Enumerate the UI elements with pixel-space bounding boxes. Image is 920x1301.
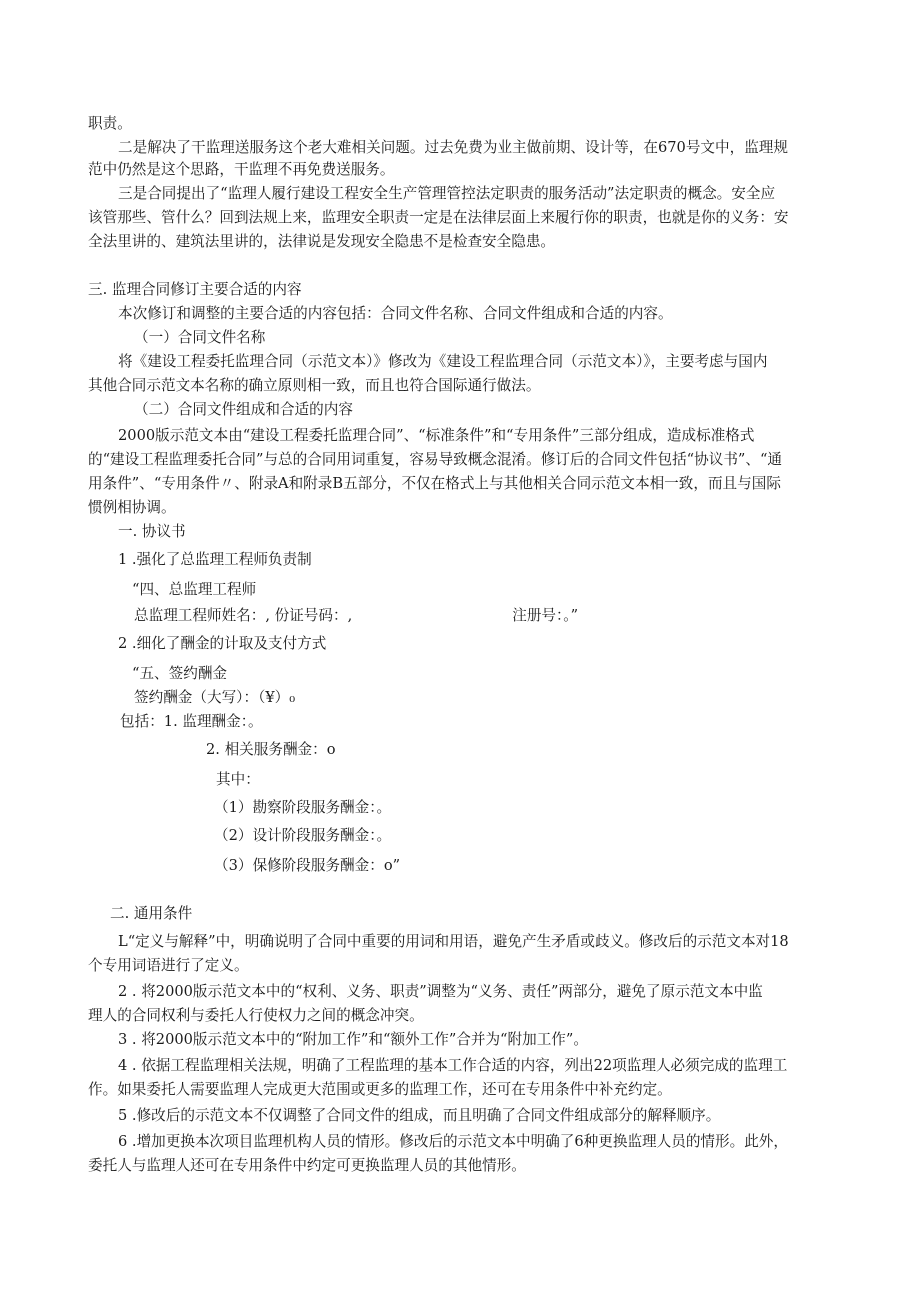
paragraph-line: 委托人与监理人还可在专用条件中约定可更换监理人员的其他情形。 [88,1157,526,1174]
subsection-heading: （二）合同文件组成和合适的内容 [134,401,353,418]
paragraph-line: 三是合同提出了“监理人履行建设工程安全生产管理管控法定职责的服务活动”法定职责的概念。安全应 [118,185,776,202]
quote-line: “五、签约酬金 [132,665,228,682]
quote-line: “四、总监理工程师 [132,581,257,598]
paragraph-line: 全法里讲的、建筑法里讲的，法律说是发现安全隐患不是检查安全隐患。 [88,233,556,250]
paragraph-line: 理人的合同权利与委托人行使权力之间的概念冲突。 [88,1007,424,1024]
quote-line: 签约酬金（大写）：（¥）₀ [134,689,296,706]
list-heading: 一. 协议书 [118,523,186,540]
paragraph-line: 用条件”、“专用条件〃、附录A和附录B五部分，不仅在格式上与其他相关合同示范文本相一致，而且与国际 [88,475,781,492]
quote-line: （2）设计阶段服务酬金：。 [214,827,392,844]
paragraph-line: 2 . 将2000版示范文本中的“权利、义务、职责”调整为“义务、责任”两部分，避免了原示范文本中监 [118,983,763,1000]
paragraph-line: 惯例相协调。 [88,499,176,516]
quote-line: 2. 相关服务酬金：o [206,741,336,758]
quote-line: （3）保修阶段服务酬金：o” [214,857,401,874]
section-heading: 三. 监理合同修订主要合适的内容 [88,281,302,298]
paragraph-line: 4 . 依据工程监理相关法规，明确了工程监理的基本工作合适的内容，列出22项监理人必须完成的监理工 [118,1057,788,1074]
paragraph-line: 作。如果委托人需要监理人完成更大范围或更多的监理工作，还可在专用条件中补充约定。 [88,1081,672,1098]
paragraph-line: 二是解决了干监理送服务这个老大难相关问题。过去免费为业主做前期、设计等，在670号文中，监理规 [118,139,788,156]
paragraph-line: 3 . 将2000版示范文本中的“附加工作”和“额外工作”合并为“附加工作”。 [118,1031,588,1048]
paragraph-line: 5 .修改后的示范文本不仅调整了合同文件的组成，而且明确了合同文件组成部分的解释顺序。 [118,1107,721,1124]
paragraph-line: 范中仍然是这个思路，干监理不再免费送服务。 [88,161,395,178]
list-heading: 二. 通用条件 [110,905,193,922]
paragraph-line: 职责。 [88,115,132,132]
paragraph-line: 将《建设工程委托监理合同（示范文本）》修改为《建设工程监理合同（示范文本）》，主要考虑与国内 [118,353,768,370]
paragraph-line: 个专用词语进行了定义。 [88,957,249,974]
subsection-heading: （一）合同文件名称 [134,329,266,346]
list-item: 1 .强化了总监理工程师负责制 [118,551,312,568]
quote-right: 注册号：。” [512,607,579,624]
paragraph-line: 2000版示范文本由“建设工程委托监理合同”、“标准条件”和“专用条件”三部分组成，造成标准格式 [118,427,755,444]
paragraph-line: 本次修订和调整的主要合适的内容包括：合同文件名称、合同文件组成和合适的内容。 [118,305,673,322]
paragraph-line: L“定义与解释”中，明确说明了合同中重要的用词和用语，避免产生矛盾或歧义。修改后的示范文本对18 [118,933,789,950]
quote-left: 总监理工程师姓名：, 份证号码：, [134,607,353,624]
paragraph-line: 的“建设工程监理委托合同”与总的合同用词重复，容易导致概念混淆。修订后的合同文件包括“协议书”、“通 [88,451,783,468]
paragraph-line: 其他合同示范文本名称的确立原则相一致，而且也符合国际通行做法。 [88,377,541,394]
quote-line: 包括：1. 监理酬金：。 [120,713,263,730]
paragraph-line: 6 .增加更换本次项目监理机构人员的情形。修改后的示范文本中明确了6种更换监理人员的情形。此外， [118,1133,788,1150]
list-item: 2 .细化了酬金的计取及支付方式 [118,635,327,652]
quote-line: （1）勘察阶段服务酬金：。 [214,799,392,816]
paragraph-line: 该管那些、管什么？回到法规上来，监理安全职责一定是在法律层面上来履行你的职责，也就是你的义务：安 [88,209,789,226]
quote-line [134,606,894,626]
quote-line: 其中： [216,771,260,788]
